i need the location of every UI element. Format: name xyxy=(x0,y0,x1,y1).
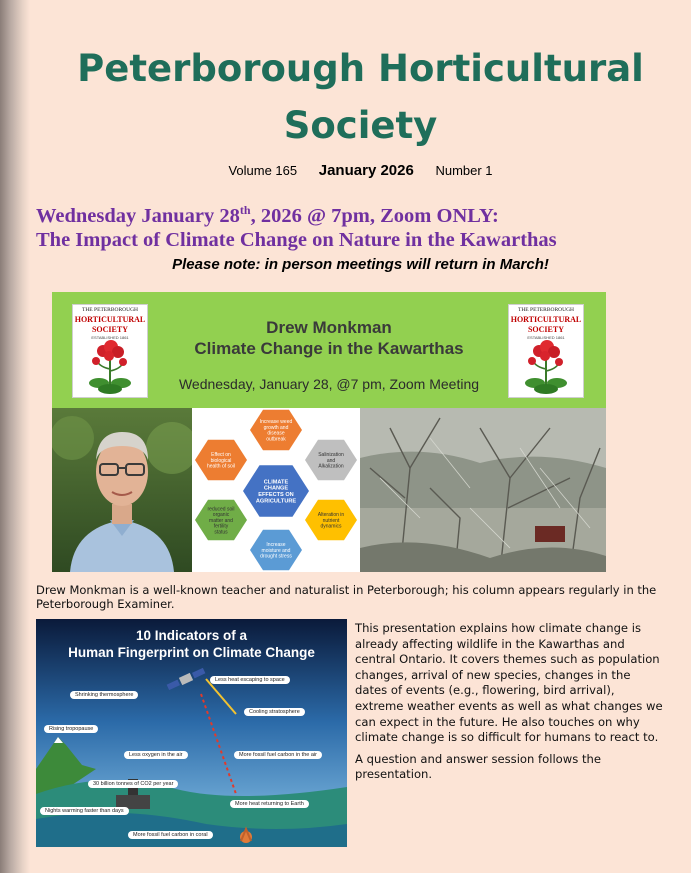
hex-label: matter and xyxy=(209,517,233,524)
hex-label: nutrient xyxy=(322,517,340,524)
banner-speaker-block xyxy=(152,317,506,359)
hex-label: AGRICULTURE xyxy=(255,498,297,505)
indicator-label: Less heat escaping to space xyxy=(210,676,290,684)
hex-label: outbreak xyxy=(266,436,286,443)
hex-label: CLIMATE xyxy=(263,479,289,486)
speaker-bio-caption: Drew Monkman is a well-known teacher and naturalist in Peterborough; his column appears regularly in the Peterborough Examiner. xyxy=(36,583,657,611)
hex-label: biological xyxy=(210,457,232,464)
description-paragraph: This presentation explains how climate change is already affecting wildlife in the Kawarthas and central Ontario. It covers themes such as population changes, arrival of new species, changes in the dates of events (e.g., flowering, bird arrival), extreme weather events as well as what changes we can expect in the future. He also touches on why climate change is so difficult for humans to react to. xyxy=(355,621,663,745)
speaker-name: Drew Monkman xyxy=(266,318,392,337)
banner-header xyxy=(52,292,606,408)
indicator-label: Rising tropopause xyxy=(44,725,98,733)
climate-effects-diagram xyxy=(192,408,360,572)
indicator-label: Shrinking thermosphere xyxy=(70,691,138,699)
indicator-label: More heat returning to Earth xyxy=(230,800,309,808)
hex-label: reduced soil xyxy=(207,506,235,513)
geranium-icon xyxy=(85,339,135,395)
indicator-label: Less oxygen in the air xyxy=(124,751,188,759)
volume-label: Volume 165 xyxy=(228,163,298,178)
ice-storm-photo xyxy=(360,408,606,572)
indicator-label: More fossil fuel carbon in coral xyxy=(128,831,213,839)
qa-paragraph: A question and answer session follows the presentation. xyxy=(355,751,601,782)
page-edge-shadow xyxy=(0,0,30,873)
hex-label: Increase xyxy=(266,542,286,548)
hex-label: fertility xyxy=(213,523,229,530)
talk-title: Climate Change in the Kawarthas xyxy=(194,339,464,358)
hex-label: disease xyxy=(267,430,285,437)
hex-label: EFFECTS ON xyxy=(258,492,294,499)
speaker-photo xyxy=(52,408,192,572)
hex-label: and xyxy=(326,457,336,464)
event-banner xyxy=(52,292,606,572)
in-person-notice: Please note: in person meetings will return in March! xyxy=(172,256,549,273)
hex-label: Salinization xyxy=(318,452,344,458)
society-logo-left: THE PETERBOROUGH HORTICULTURAL SOCIETY ESTABLISHED 1861 xyxy=(72,304,148,398)
hex-label: Increase weed xyxy=(259,419,293,426)
issue-info xyxy=(30,162,691,179)
hex-label: Effect on xyxy=(211,452,231,458)
meeting-topic-line: The Impact of Climate Change on Nature in the Kawarthas xyxy=(36,228,557,251)
hex-label: health of soil xyxy=(206,463,236,470)
hex-label: growth and xyxy=(263,424,289,431)
newsletter-title: Peterborough Horticultural Society xyxy=(77,47,644,147)
hex-label: status xyxy=(214,529,228,536)
hex-label: Alkalization xyxy=(318,463,344,470)
indicator-label: More fossil fuel carbon in the air xyxy=(234,751,322,759)
hex-label: moisture and xyxy=(261,547,291,554)
indicator-label: Cooling stratosphere xyxy=(244,708,305,716)
society-logo-right: THE PETERBOROUGH HORTICULTURAL SOCIETY ESTABLISHED 1861 xyxy=(508,304,584,398)
geranium-icon xyxy=(521,339,571,395)
climate-indicators-infographic xyxy=(36,619,347,847)
banner-date-time: Wednesday, January 28, @7 pm, Zoom Meeting xyxy=(178,376,480,392)
infographic-title: 10 Indicators of a Human Fingerprint on Climate Change xyxy=(68,628,315,660)
hex-label: drought stress xyxy=(260,553,292,560)
indicator-label: Nights warming faster than days xyxy=(40,807,129,815)
indicator-label: 30 billion tonnes of CO2 per year xyxy=(88,780,178,788)
meeting-headline xyxy=(36,198,676,252)
hex-label: organic xyxy=(212,512,230,518)
hex-label: Alteration in xyxy=(317,512,345,518)
issue-date: January 2026 xyxy=(318,162,414,179)
issue-number: Number 1 xyxy=(435,163,493,178)
meeting-date-line: Wednesday January 28th, 2026 @ 7pm, Zoom ONLY: xyxy=(36,203,499,227)
hex-label: CHANGE xyxy=(263,485,289,492)
presentation-description xyxy=(355,621,665,789)
hex-label: dynamics xyxy=(320,523,342,530)
